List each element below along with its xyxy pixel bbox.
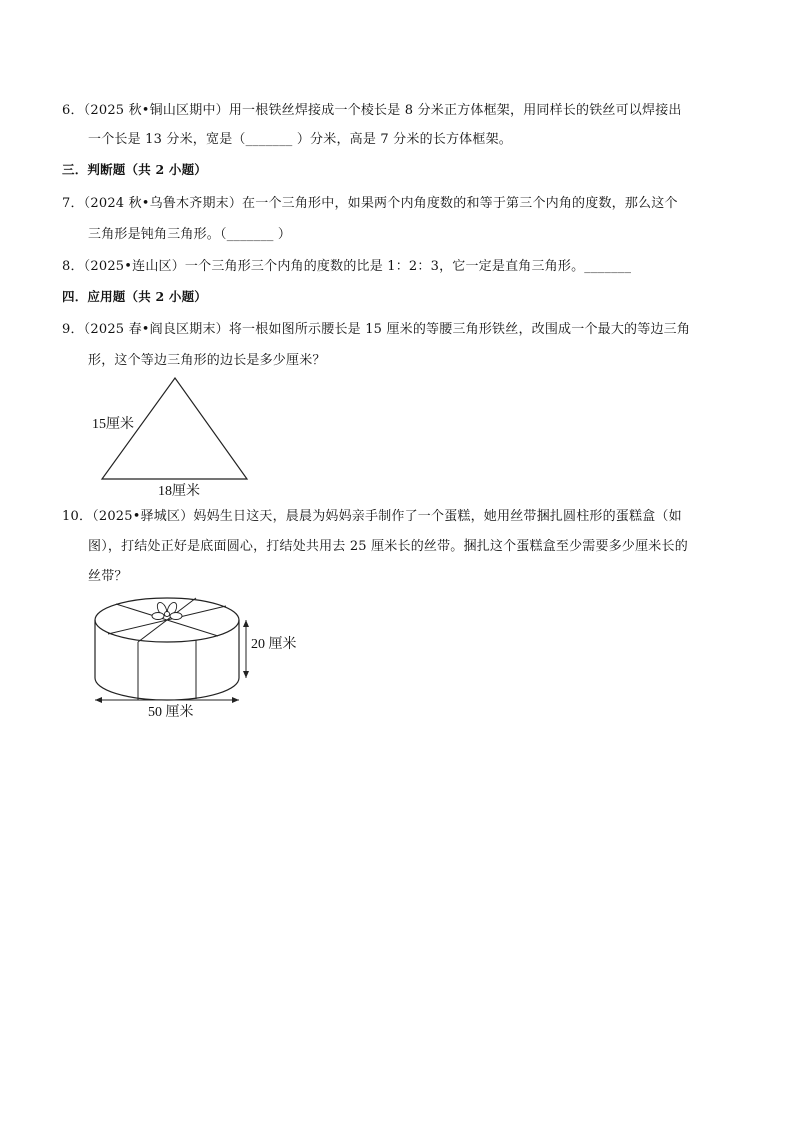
cylinder-bottom-arc	[95, 678, 239, 700]
cylinder-height-label: 20 厘米	[251, 637, 297, 652]
q6-line1: 6．（2025 秋•铜山区期中）用一根铁丝焊接成一个棱长是 8 分米正方体框架，用同样长的铁丝可以焊接出	[62, 103, 682, 118]
triangle-side-label: 15厘米	[92, 417, 134, 432]
section-3-heading: 三．判断题（共 2 小题）	[62, 162, 208, 177]
q9-line1: 9．（2025 春•阎良区期末）将一根如图所示腰长是 15 厘米的等腰三角形铁丝，改围成一个最大的等边三角	[62, 322, 691, 337]
q10-line2: 图），打结处正好是底面圆心，打结处共用去 25 厘米长的丝带。捆扎这个蛋糕盒至少需要多少厘米长的	[88, 539, 688, 554]
height-arrow-up-icon	[243, 620, 249, 627]
isosceles-triangle-figure	[88, 372, 258, 502]
cake-box-cylinder-figure	[86, 590, 316, 720]
q10-line1: 10．（2025•驿城区）妈妈生日这天，晨晨为妈妈亲手制作了一个蛋糕，她用丝带捆扎圆柱形的蛋糕盒（如	[62, 509, 682, 524]
diameter-arrow-right-icon	[232, 697, 239, 703]
section-4-heading: 四．应用题（共 2 小题）	[62, 289, 208, 304]
q7-line1: 7．（2024 秋•乌鲁木齐期末）在一个三角形中，如果两个内角度数的和等于第三个内角的度数，那么这个	[62, 196, 678, 211]
q10-line3: 丝带？	[88, 569, 128, 584]
diameter-arrow-left-icon	[95, 697, 102, 703]
q8-line1: 8．（2025•连山区）一个三角形三个内角的度数的比是 1：2：3，它一定是直角三角形。_______	[62, 259, 632, 274]
q9-line2: 形，这个等边三角形的边长是多少厘米？	[88, 353, 326, 368]
triangle-base-label: 18厘米	[158, 484, 200, 499]
cylinder-diameter-label: 50 厘米	[148, 705, 194, 720]
q6-line2: 一个长是 13 分米，宽是（_______ ）分米，高是 7 分米的长方体框架。	[88, 132, 512, 147]
height-arrow-down-icon	[243, 671, 249, 678]
q7-line2: 三角形是钝角三角形。（_______ ）	[88, 227, 292, 242]
